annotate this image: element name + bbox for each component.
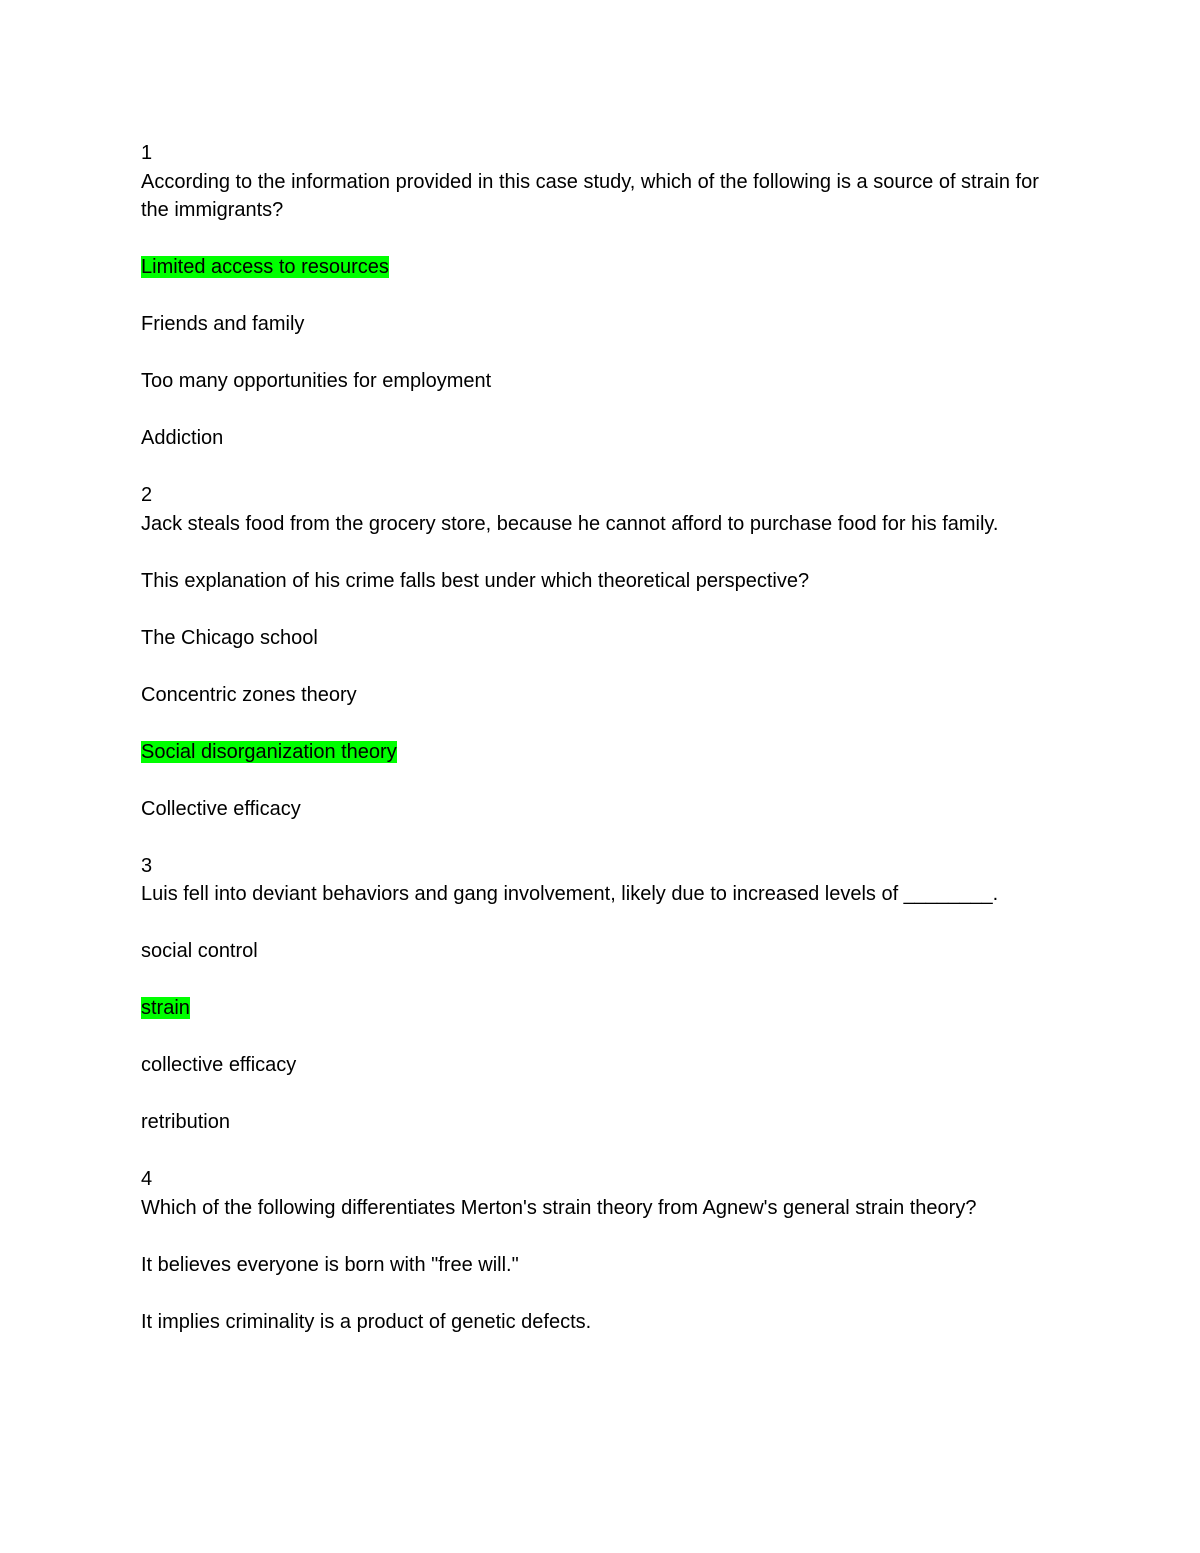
question-2	[141, 481, 1061, 823]
question-text: Luis fell into deviant behaviors and gang involvement, likely due to increased levels of ________.	[141, 883, 999, 905]
answer-option-1: social control	[141, 940, 258, 962]
highlighted-answer: Limited access to resources	[141, 256, 389, 278]
question-text: According to the information provided in this case study, which of the following is a source of strain for the immigrants?	[141, 170, 1039, 221]
answer-option-3: collective efficacy	[141, 1054, 297, 1076]
question-number: 3	[141, 854, 153, 877]
question-3	[141, 852, 1061, 1137]
highlighted-answer: Social disorganization theory	[141, 740, 397, 763]
answer-option-2: Friends and family	[141, 313, 305, 335]
question-text: Jack steals food from the grocery store, because he cannot afford to purchase food for his family.	[141, 512, 999, 535]
answer-option-1	[141, 253, 1061, 282]
answer-option-2: Concentric zones theory	[141, 683, 357, 706]
question-number: 1	[141, 142, 153, 164]
answer-option-2: It implies criminality is a product of genetic defects.	[141, 1310, 592, 1333]
answer-option-2	[141, 994, 1061, 1023]
document-body	[141, 139, 1061, 1336]
answer-option-4: Collective efficacy	[141, 797, 301, 820]
answer-option-1: It believes everyone is born with "free will."	[141, 1253, 519, 1276]
highlighted-answer: strain	[141, 997, 190, 1019]
question-4	[141, 1165, 1061, 1336]
answer-option-3	[141, 738, 1061, 767]
question-1	[141, 139, 1061, 453]
question-text: Which of the following differentiates Merton's strain theory from Agnew's general strain theory?	[141, 1196, 977, 1219]
question-number: 2	[141, 484, 153, 506]
question-followup-text: This explanation of his crime falls best under which theoretical perspective?	[141, 569, 810, 592]
answer-option-3: Too many opportunities for employment	[141, 370, 492, 392]
answer-option-4: retribution	[141, 1111, 230, 1133]
question-number: 4	[141, 1168, 153, 1190]
answer-option-4: Addiction	[141, 427, 224, 449]
answer-option-1: The Chicago school	[141, 626, 318, 649]
